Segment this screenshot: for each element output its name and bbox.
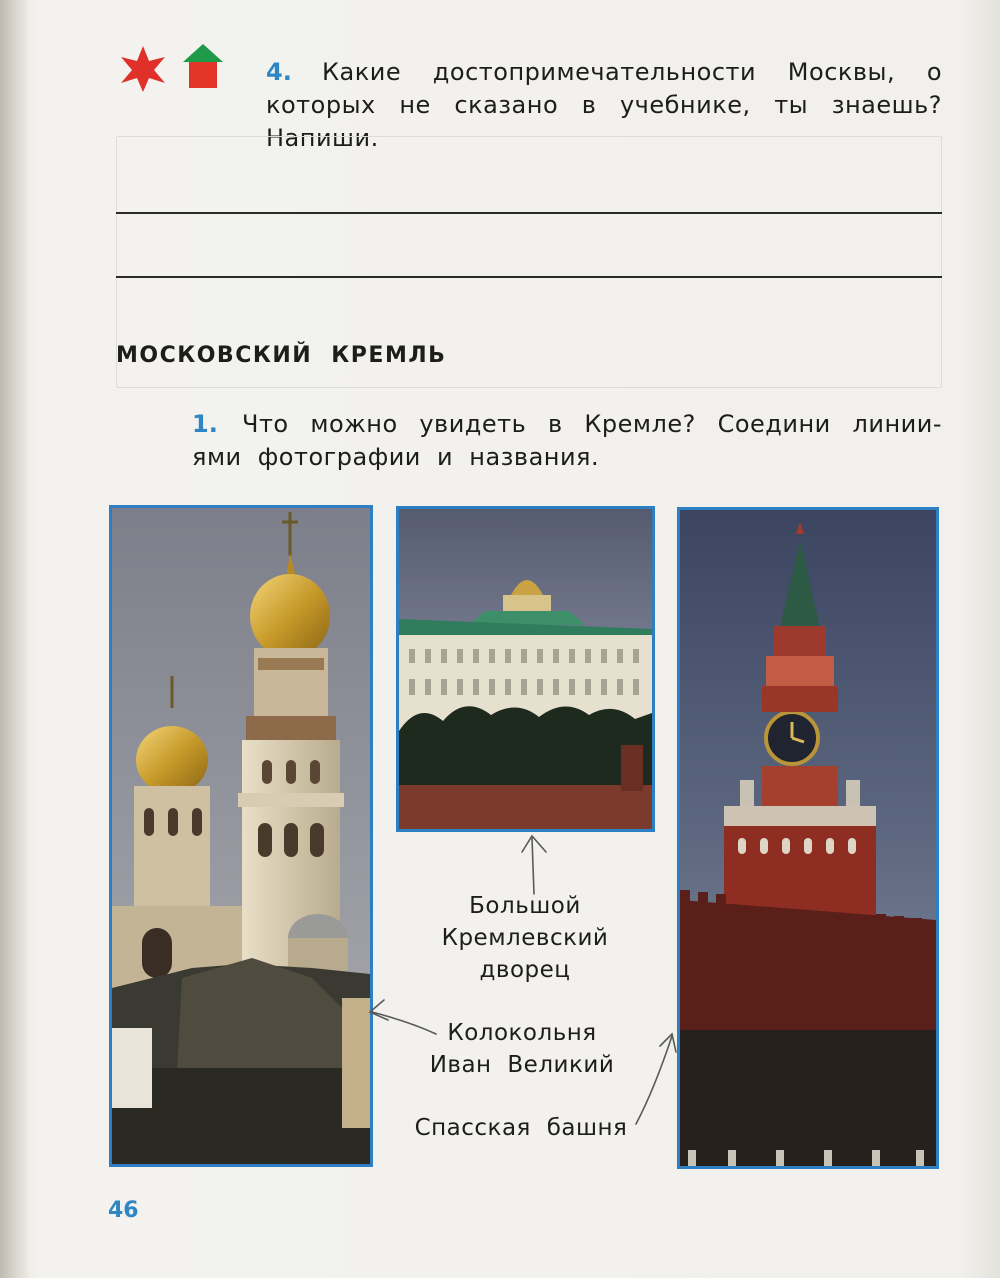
bell-tower-image <box>112 508 370 1164</box>
task-4-line-3: Напиши. <box>266 124 379 152</box>
pencil-arrow-to-palace <box>532 838 534 894</box>
photo-kremlin-palace[interactable] <box>396 506 655 832</box>
page-binding <box>0 0 28 1278</box>
label-bell-tower[interactable] <box>400 1017 644 1081</box>
label-bell-tower-line-2: Иван Великий <box>429 1052 615 1078</box>
label-kremlin-palace-line-1: Большой <box>469 893 581 919</box>
label-kremlin-palace-line-3: дворец <box>479 957 571 983</box>
task-4-line-1: Какие достопримечательности Москвы, о <box>322 58 942 86</box>
task-1-line-1: Что можно увидеть в Кремле? Соедини линии- <box>242 410 942 438</box>
red-star-icon <box>118 44 168 94</box>
photo-spasskaya-tower[interactable] <box>677 507 939 1169</box>
label-kremlin-palace[interactable] <box>420 890 630 986</box>
spasskaya-tower-image <box>680 510 936 1166</box>
task-4-number: 4. <box>266 58 292 86</box>
page-number: 46 <box>108 1198 139 1223</box>
task-4-line-2: которых не сказано в учебнике, ты знаешь? <box>266 91 942 119</box>
pencil-arrowhead-spasskaya <box>660 1034 676 1052</box>
label-spasskaya-tower[interactable]: Спасская башня <box>414 1115 628 1141</box>
answer-line-2[interactable] <box>116 276 942 278</box>
photo-bell-tower[interactable] <box>109 505 373 1167</box>
answer-line-1[interactable] <box>116 212 942 214</box>
kremlin-palace-image <box>399 509 652 829</box>
label-kremlin-palace-line-2: Кремлевский <box>441 925 609 951</box>
label-bell-tower-line-1: Колокольня <box>447 1020 597 1046</box>
pencil-arrowhead-palace <box>522 836 546 852</box>
task-1-line-2: ями фотографии и названия. <box>192 443 600 471</box>
task-1-number: 1. <box>192 410 218 438</box>
house-icon <box>182 42 224 90</box>
section-title: МОСКОВСКИЙ КРЕМЛЬ <box>116 343 447 368</box>
